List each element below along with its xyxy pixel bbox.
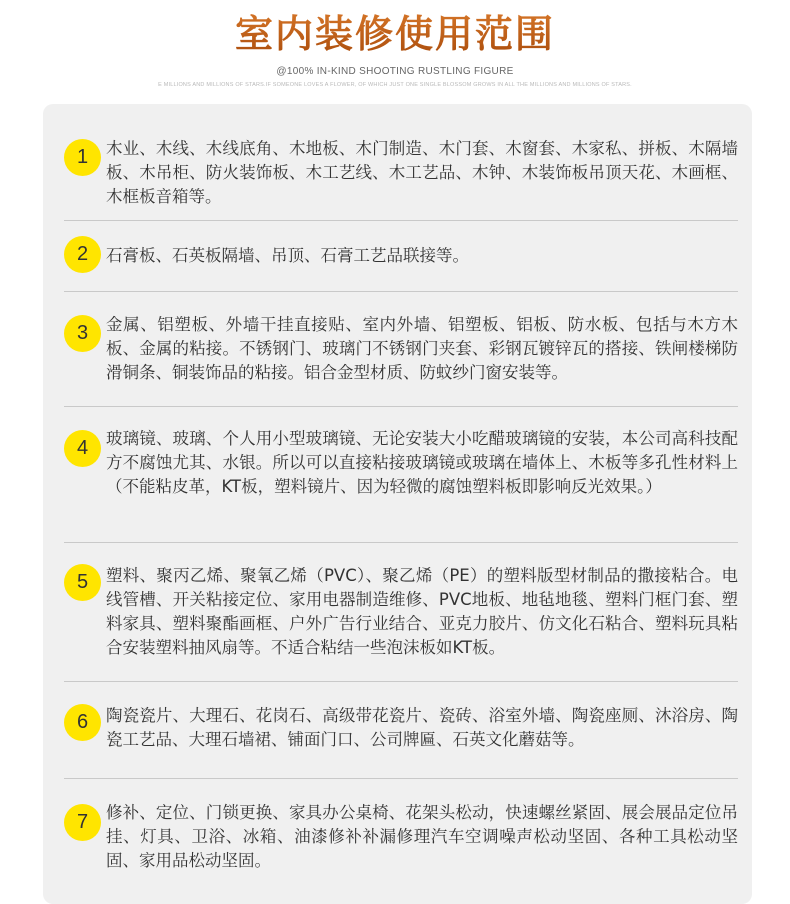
subtitle: @100% IN-KIND SHOOTING RUSTLING FIGURE [276, 66, 514, 77]
usage-panel [43, 104, 752, 904]
divider [64, 681, 738, 682]
item-text: 塑料、聚丙乙烯、聚氧乙烯（PVC）、聚乙烯（PE）的塑料版型材制品的撒接粘合。电线管槽、开关粘接定位、家用电器制造维修、PVC地板、地毡地毯、塑料门框门套、塑料家具、塑料聚酯画框、户外广告行业结合、亚克力胶片、仿文化石粘合、塑料玩具粘合安装塑料抽风扇等。不适合粘结一些泡沫板如KT板。 [106, 566, 738, 657]
item-text: 陶瓷瓷片、大理石、花岗石、高级带花瓷片、瓷砖、浴室外墙、陶瓷座厕、沐浴房、陶瓷工艺品、大理石墙裙、铺面门口、公司牌匾、石英文化蘑菇等。 [106, 706, 738, 749]
item-text: 金属、铝塑板、外墙干挂直接贴、室内外墙、铝塑板、铝板、防水板、包括与木方木板、金属的粘接。不锈钢门、玻璃门不锈钢门夹套、彩钢瓦镀锌瓦的搭接、铁闸楼梯防滑铜条、铜装饰品的粘接。铝合金型材质、防蚊纱门窗安装等。 [106, 315, 738, 382]
divider [64, 778, 738, 779]
tagline: E MILLIONS AND MILLIONS OF STARS.IF SOMEONE LOVES A FLOWER, OF WHICH JUST ONE SINGLE BLOSSOM GROWS IN ALL THE MILLIONS AND MILLIONS OF STARS. [158, 82, 632, 88]
item-text: 石膏板、石英板隔墙、吊顶、石膏工艺品联接等。 [106, 246, 469, 265]
item-number-badge: 3 [64, 315, 101, 352]
item-number-badge: 5 [64, 564, 101, 601]
divider [64, 406, 738, 407]
item-text: 木业、木线、木线底角、木地板、木门制造、木门套、木窗套、木家私、拼板、木隔墙板、木吊柜、防火装饰板、木工艺线、木工艺品、木钟、木装饰板吊顶天花、木画框、木框板音箱等。 [106, 139, 738, 206]
item-text: 修补、定位、门锁更换、家具办公桌椅、花架头松动，快速螺丝紧固、展会展品定位吊挂、灯具、卫浴、冰箱、油漆修补补漏修理汽车空调噪声松动坚固、各种工具松动坚固、家用品松动坚固。 [106, 803, 738, 870]
item-number-badge: 1 [64, 139, 101, 176]
divider [64, 291, 738, 292]
item-number-badge: 7 [64, 804, 101, 841]
item-number-badge: 4 [64, 430, 101, 467]
divider [64, 542, 738, 543]
item-number-badge: 6 [64, 704, 101, 741]
divider [64, 220, 738, 221]
item-text: 玻璃镜、玻璃、个人用小型玻璃镜、无论安装大小吃醋玻璃镜的安装，本公司高科技配方不腐蚀尤其、水银。所以可以直接粘接玻璃镜或玻璃在墙体上、木板等多孔性材料上（不能粘皮革，KT板，塑料镜片、因为轻微的腐蚀塑料板即影响反光效果。） [106, 429, 738, 496]
page-title: 室内装修使用范围 [0, 8, 790, 60]
item-number-badge: 2 [64, 236, 101, 273]
